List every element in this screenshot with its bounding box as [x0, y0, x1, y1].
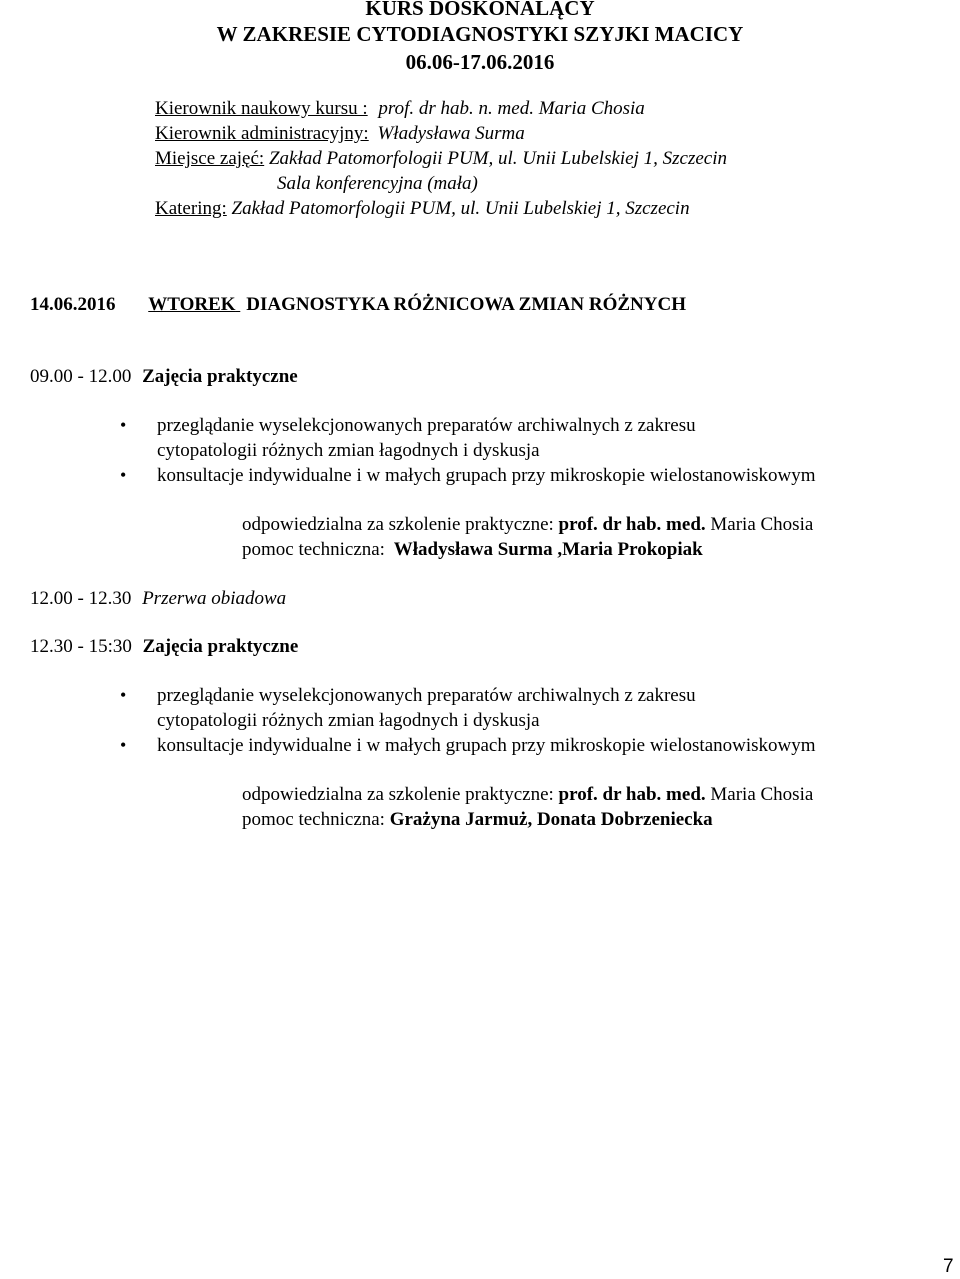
session2-bullet2: konsultacje indywidualne i w małych grupach przy mikroskopie wielostanowiskowym: [157, 735, 816, 756]
scientific-director-value: prof. dr hab. n. med. Maria Chosia: [378, 98, 645, 119]
venue-label: Miejsce zajęć:: [155, 148, 265, 169]
break-title: Przerwa obiadowa: [142, 588, 287, 609]
session2-heading: [30, 636, 298, 658]
session1-tech-label: pomoc techniczna:: [242, 539, 385, 560]
venue-value: Zakład Patomorfologii PUM, ul. Unii Lubelskiej 1, Szczecin: [268, 148, 728, 169]
page-number: 7: [943, 1256, 954, 1277]
break-line: [30, 588, 286, 610]
session2-resp-label: odpowiedzialna za szkolenie praktyczne:: [242, 784, 554, 805]
session1-time: 09.00 - 12.00: [30, 366, 132, 387]
session2-resp-name: Maria Chosia: [710, 784, 814, 805]
course-subtitle: W ZAKRESIE CYTODIAGNOSTYKI SZYJKI MACICY: [216, 22, 744, 46]
scientific-director-label: Kierownik naukowy kursu :: [155, 98, 368, 119]
session1-bullet1-line2: cytopatologii różnych zmian łagodnych i dyskusja: [157, 440, 540, 461]
session1-technical: [242, 539, 703, 561]
session2-bullet1-line1: przeglądanie wyselekcjonowanych preparatów archiwalnych z zakresu: [157, 685, 696, 706]
session1-bullet1-line1: przeglądanie wyselekcjonowanych preparatów archiwalnych z zakresu: [157, 415, 696, 436]
catering-label: Katering:: [155, 198, 227, 219]
day-topic: DIAGNOSTYKA RÓŻNICOWA ZMIAN RÓŻNYCH: [246, 294, 686, 315]
session1-responsible: [242, 514, 813, 536]
admin-director-line: [155, 123, 525, 145]
session2-time: 12.30 - 15:30: [30, 636, 132, 657]
admin-director-value: Władysława Surma: [377, 123, 525, 144]
day-heading: [30, 294, 686, 316]
break-time: 12.00 - 12.30: [30, 588, 132, 609]
bullet-icon: •: [120, 685, 127, 705]
session1-tech-value: Władysława Surma ,Maria Prokopiak: [393, 539, 703, 560]
session1-resp-value: prof. dr hab. med.: [558, 514, 706, 535]
venue-room: Sala konferencyjna (mała): [277, 173, 478, 194]
venue-line: [155, 148, 727, 170]
session2-resp-value: prof. dr hab. med.: [558, 784, 706, 805]
bullet-icon: •: [120, 415, 127, 435]
bullet-icon: •: [120, 465, 127, 485]
session2-tech-value: Grażyna Jarmuż, Donata Dobrzeniecka: [389, 809, 713, 830]
session2-title: Zajęcia praktyczne: [142, 636, 299, 657]
session1-title: Zajęcia praktyczne: [142, 366, 298, 387]
catering-value: Zakład Patomorfologii PUM, ul. Unii Lubelskiej 1, Szczecin: [231, 198, 690, 219]
day-date: 14.06.2016: [30, 294, 116, 315]
session1-bullet2: konsultacje indywidualne i w małych grupach przy mikroskopie wielostanowiskowym: [157, 465, 816, 486]
scientific-director-line: [155, 98, 645, 120]
bullet-icon: •: [120, 735, 127, 755]
session1-resp-name: Maria Chosia: [710, 514, 814, 535]
session2-bullet1-line2: cytopatologii różnych zmian łagodnych i dyskusja: [157, 710, 540, 731]
day-weekday: WTOREK: [148, 294, 236, 315]
session2-technical: [242, 809, 713, 831]
session1-resp-label: odpowiedzialna za szkolenie praktyczne:: [242, 514, 554, 535]
course-title: KURS DOSKONALĄCY: [365, 0, 595, 20]
session2-responsible: [242, 784, 813, 806]
session2-tech-label: pomoc techniczna:: [242, 809, 385, 830]
session1-heading: [30, 366, 298, 388]
catering-line: [155, 198, 690, 220]
course-dates: 06.06-17.06.2016: [405, 50, 555, 74]
admin-director-label: Kierownik administracyjny:: [155, 123, 369, 144]
